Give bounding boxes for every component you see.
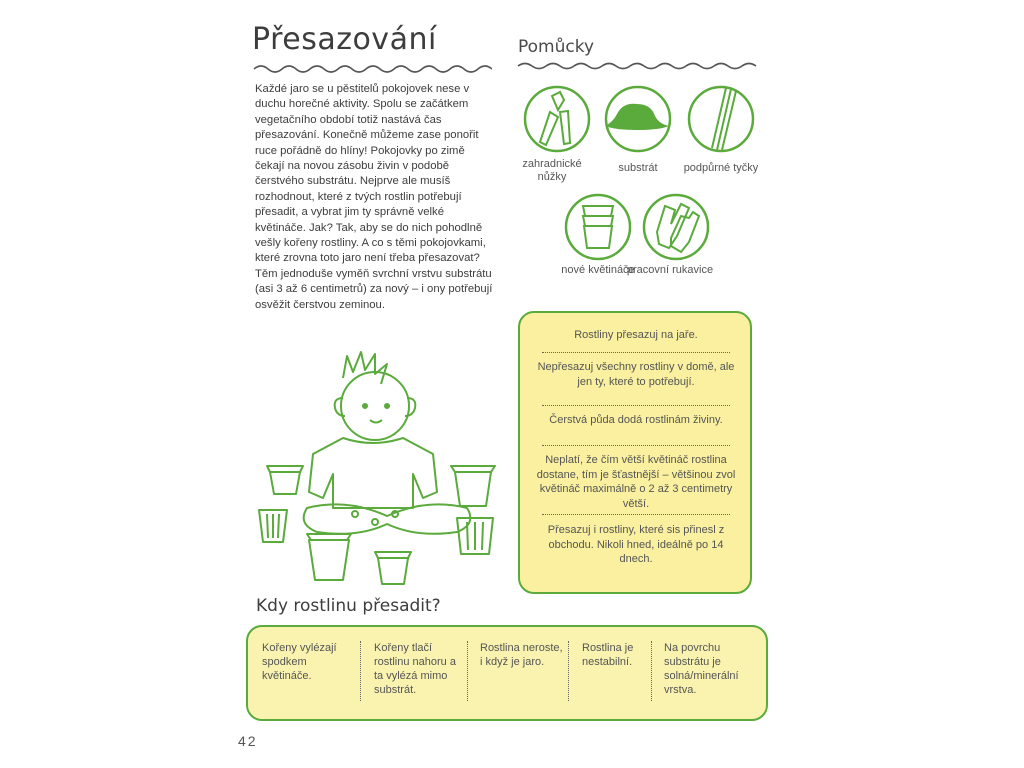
tools-heading: Pomůcky xyxy=(518,37,595,57)
tip-separator xyxy=(542,445,730,446)
when-separator xyxy=(568,641,569,701)
intro-paragraph: Každé jaro se u pěstitelů pokojovek nese v duchu horečné aktivity. Spolu se začátkem vegetačního období totiž nastává čas přesazování. Konečně můžeme zase ponořit ruce pořádně do hlíny! Pokojovky po zimě čekají na novou zásobu živin v podobě čerstvého substrátu. Nejprve ale musíš rozhodnout, které z tvých rostlin potřebují přesadit, a vybrat jim ty správně velké květináče. Jak? Tak, aby se do nich pohodlně vešly kořeny rostliny. A co s těmi pokojovkami, které zrovna toto jaro není třeba přesazovat? Těm jednoduše vyměň svrchní vrstvu substrátu (asi 3 až 6 centimetrů) za nový – i ony potřebují osvěžit čerstvou zeminou. xyxy=(255,83,493,311)
page-title: Přesazování xyxy=(252,22,437,57)
when-separator xyxy=(651,641,652,701)
tip-separator xyxy=(542,352,730,353)
tip-separator xyxy=(542,405,730,406)
tip-item: Čerstvá půda dodá rostlinám živiny. xyxy=(549,414,723,426)
tool-label-soil: substrát xyxy=(618,162,658,174)
tip-item: Rostliny přesazuj na jaře. xyxy=(574,329,698,341)
gloves-icon xyxy=(641,192,711,262)
when-item: Rostlina neroste, i když je jaro. xyxy=(480,642,563,668)
when-separator xyxy=(467,641,468,701)
tip-item: Přesazuj i rostliny, které sis přinesl z obchodu. Nikoli hned, ideálně po 14 dnech. xyxy=(547,524,725,565)
when-item: Rostlina je nestabilní. xyxy=(582,642,634,668)
when-item: Kořeny tlačí rostlinu nahoru a ta vylézá mimo substrát. xyxy=(374,642,456,696)
when-separator xyxy=(360,641,361,701)
support-sticks-icon xyxy=(686,84,756,154)
child-repotting-illustration xyxy=(255,338,505,588)
pruning-shears-icon xyxy=(522,84,592,154)
tools-wave-divider xyxy=(516,60,764,72)
when-item: Kořeny vylézají spodkem květináče. xyxy=(262,642,337,682)
tip-item: Neplatí, že čím větší květináč rostlina dostane, tím je šťastnější – většinou zvol květináč maximálně o 2 až 3 centimetry větší. xyxy=(536,454,736,510)
tip-item: Nepřesazuj všechny rostliny v domě, ale jen ty, které to potřebují. xyxy=(537,361,735,388)
tips-box xyxy=(518,311,752,594)
soil-icon xyxy=(603,84,673,154)
when-heading: Kdy rostlinu přesadit? xyxy=(256,596,441,616)
tip-separator xyxy=(542,514,730,515)
page-number: 42 xyxy=(238,733,258,749)
when-item: Na povrchu substrátu je solná/minerální vrstva. xyxy=(664,642,739,696)
flower-pots-icon xyxy=(563,192,633,262)
tool-label-shears: zahradnické nůžky xyxy=(522,158,582,183)
title-wave-divider xyxy=(252,62,492,76)
tool-label-sticks: podpůrné tyčky xyxy=(683,162,759,174)
tool-label-gloves: pracovní rukavice xyxy=(626,264,714,276)
when-box xyxy=(246,625,768,721)
tool-label-pots: nové květináče xyxy=(561,264,635,276)
